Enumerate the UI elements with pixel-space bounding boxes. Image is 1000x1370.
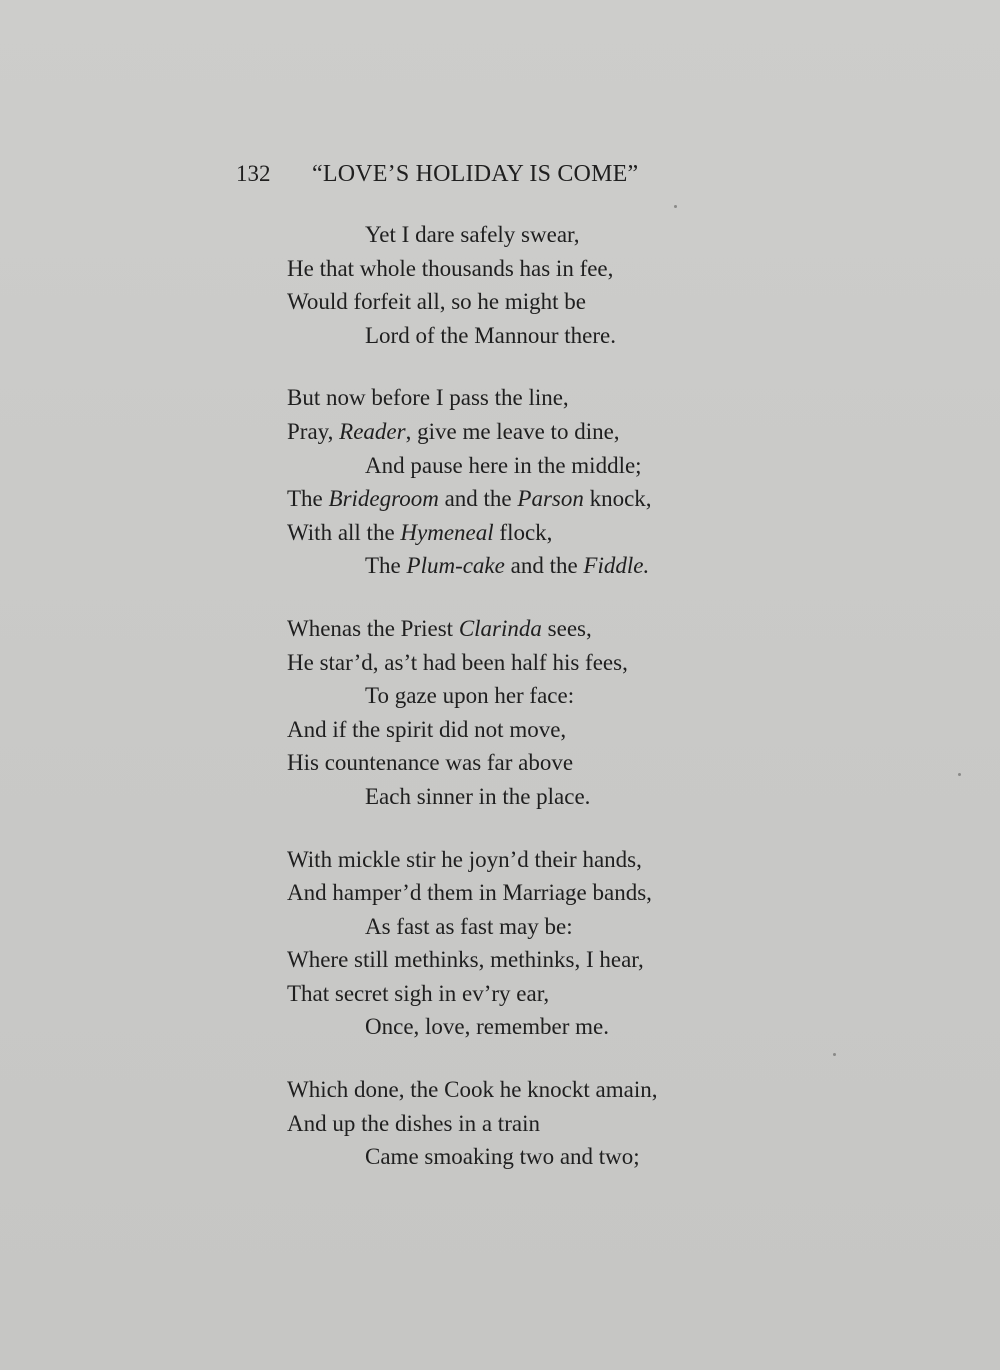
verse-text: , give me leave to dine,: [405, 418, 620, 444]
running-head: [236, 158, 716, 190]
stanza-5: [287, 1073, 787, 1174]
verse-line: And up the dishes in a train: [287, 1110, 540, 1136]
verse-line: Would forfeit all, so he might be: [287, 289, 586, 315]
verse-text: With all the: [287, 519, 401, 545]
verse-text: and the: [438, 486, 518, 512]
italic-word: Plum-cake: [406, 553, 505, 579]
italic-word: Bridegroom: [328, 486, 439, 512]
italic-word: Hymeneal: [400, 519, 494, 545]
verse-line: With mickle stir he joyn’d their hands,: [287, 846, 642, 872]
verse-text: knock,: [583, 486, 652, 512]
verse-line: Where still methinks, methinks, I hear,: [287, 947, 644, 973]
verse-line: But now before I pass the line,: [287, 385, 569, 411]
verse-line: And hamper’d them in Marriage bands,: [287, 880, 652, 906]
page-number: 132: [236, 161, 271, 186]
verse-text: Whenas the Priest: [287, 615, 459, 641]
italic-word: Fiddle.: [583, 553, 650, 579]
verse-line: He that whole thousands has in fee,: [287, 255, 614, 281]
stanza-1: [287, 218, 787, 352]
verse-line: Which done, the Cook he knockt amain,: [287, 1077, 658, 1103]
verse-text: The: [287, 486, 329, 512]
verse-line: [287, 549, 787, 583]
verse-line: Once, love, remember me.: [365, 1014, 609, 1040]
verse-line: His countenance was far above: [287, 750, 574, 776]
running-title: “LOVE’S HOLIDAY IS COME”: [312, 161, 639, 187]
verse-line: As fast as fast may be:: [365, 913, 573, 939]
italic-word: Parson: [517, 486, 584, 512]
paper-speck: [674, 205, 677, 208]
verse-line: [287, 482, 787, 516]
verse-line: Lord of the Mannour there.: [365, 322, 617, 348]
stanza-2: [287, 381, 787, 583]
verse-line: He star’d, as’t had been half his fees,: [287, 649, 628, 675]
verse-line: [287, 612, 787, 646]
italic-word: Clarinda: [458, 615, 542, 641]
verse-text: and the: [504, 553, 584, 579]
verse-text: The: [365, 553, 407, 579]
poem-text: [287, 218, 787, 1203]
stanza-4: [287, 843, 787, 1045]
verse-text: flock,: [493, 519, 553, 545]
verse-line: Each sinner in the place.: [365, 783, 591, 809]
verse-line: Came smoaking two and two;: [365, 1144, 640, 1170]
verse-line: [287, 516, 787, 550]
verse-line: To gaze upon her face:: [365, 683, 575, 709]
verse-text: sees,: [541, 615, 592, 641]
paper-speck: [958, 773, 961, 776]
verse-line: Yet I dare safely swear,: [365, 222, 580, 247]
verse-line: And pause here in the middle;: [365, 452, 642, 478]
verse-line: That secret sigh in ev’ry ear,: [287, 980, 550, 1006]
stanza-3: [287, 612, 787, 814]
verse-text: Pray,: [287, 418, 340, 444]
paper-speck: [833, 1053, 836, 1056]
verse-line: [287, 415, 787, 449]
verse-line: And if the spirit did not move,: [287, 716, 567, 742]
italic-word: Reader: [339, 418, 406, 444]
